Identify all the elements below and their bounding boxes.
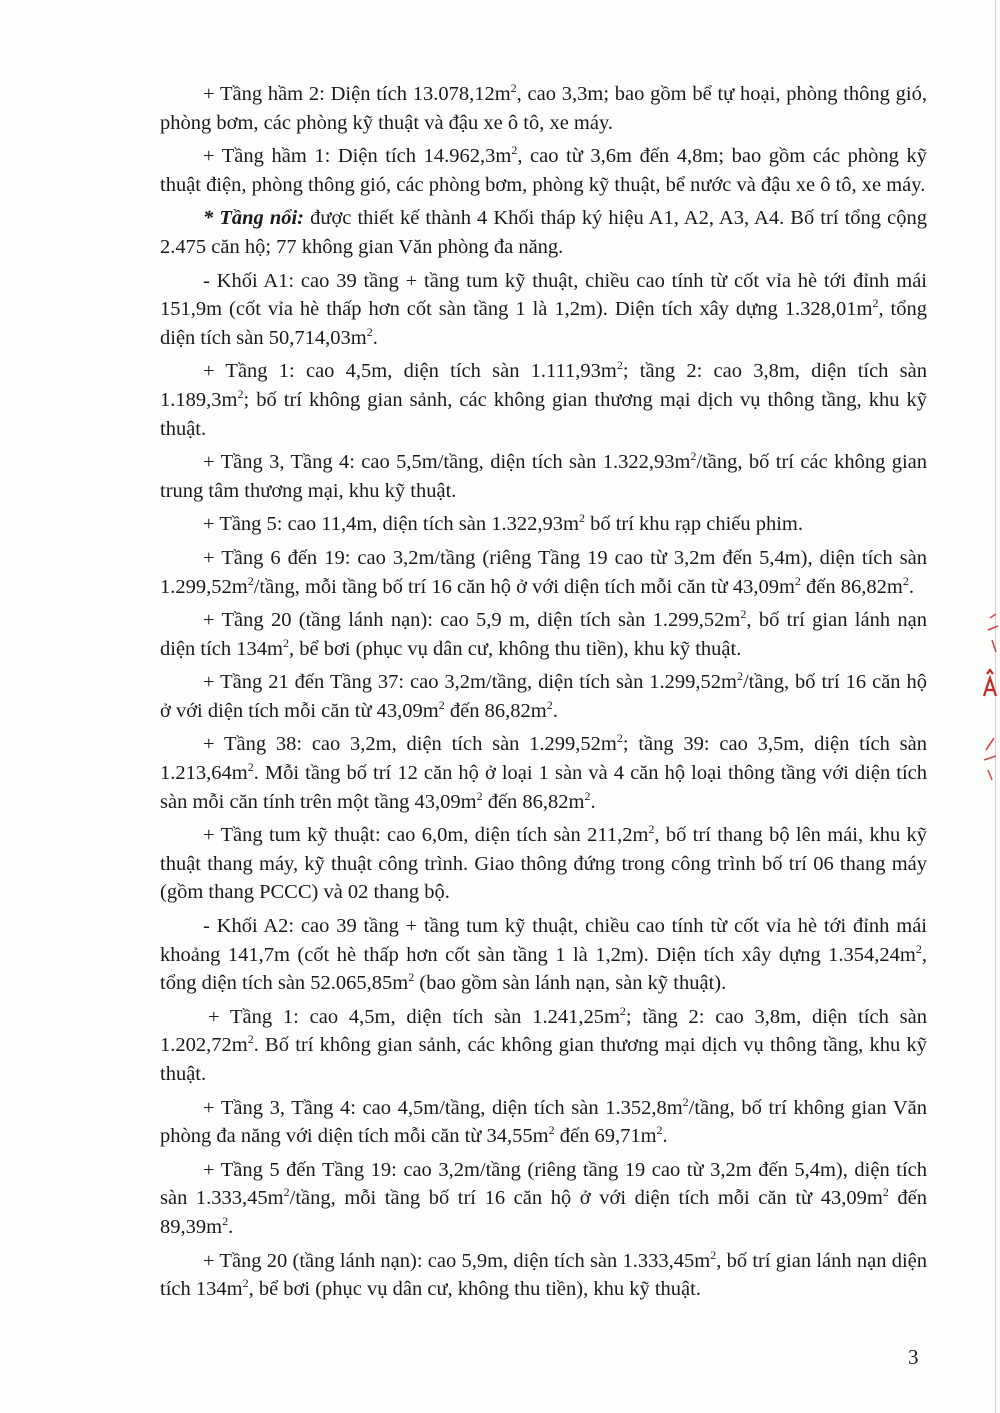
superscript: 2 bbox=[902, 573, 909, 588]
paragraph: + Tầng 1: cao 4,5m, diện tích sàn $1.241,25m^2$; tầng 2: cao 3,8m, diện tích sàn $1.202,72m^2$. Bố trí không gian sảnh, các không gian thương mại dịch vụ thông tầng, khu kỹ thuật. bbox=[160, 1003, 927, 1085]
superscript: 2 bbox=[476, 788, 483, 803]
superscript: 2 bbox=[648, 822, 655, 837]
paragraph: + Tầng tum kỹ thuật: cao 6,0m, diện tích sàn $211,2m^2$, bố trí thang bộ lên mái, khu kỹ thuật thang máy, kỹ thuật công trình. Giao thông đứng trong công trình bố trí 06 thang máy (gồm thang PCCC) và 02 thang bộ. bbox=[160, 822, 928, 904]
superscript: 2 bbox=[616, 731, 623, 746]
document-body bbox=[160, 80, 927, 1309]
superscript: 2 bbox=[511, 143, 518, 158]
paragraph: + Tầng 20 (tầng lánh nạn): cao 5,9 m, diện tích sàn $1.299,52m^2$, bố trí gian lánh nạn diện tích $134m^2$, bể bơi (phục vụ dân cư, không thu tiền), khu kỹ thuật. bbox=[160, 607, 927, 660]
superscript: 2 bbox=[242, 1276, 249, 1291]
superscript: 2 bbox=[915, 941, 922, 956]
superscript: 2 bbox=[740, 607, 747, 622]
paragraph: + Tầng 38: cao 3,2m, diện tích sàn $1.299,52m^2$; tầng 39: cao 3,5m, diện tích sàn $1.213,64m^2$. Mỗi tầng bố trí 12 căn hộ ở loại 1 sàn và 4 căn hộ loại thông tầng với diện tích sàn mỗi căn tính trên một tầng $43,09m^2$ đến $86,82m^2$. bbox=[160, 731, 927, 813]
superscript: 2 bbox=[690, 449, 697, 464]
superscript: 2 bbox=[282, 635, 289, 650]
paragraph: + Tầng 21 đến Tầng 37: cao 3,2m/tầng, diện tích sàn $1.299,52m^2$/tầng, bố trí 16 căn hộ ở với diện tích mỗi căn từ $43,09m^2$ đến $86,82m^2$. bbox=[160, 669, 927, 722]
paragraph: + Tầng hầm 1: Diện tích $14.962,3m^2$, cao từ 3,6m đến 4,8m; bao gồm các phòng kỹ thuật điện, phòng thông gió, các phòng bơm, phòng kỹ thuật, bể nước và đậu xe ô tô, xe máy. bbox=[160, 143, 927, 196]
superscript: 2 bbox=[584, 788, 591, 803]
paragraph: + Tầng 5 đến Tầng 19: cao 3,2m/tầng (riêng tầng 19 cao từ 3,2m đến 5,4m), diện tích sàn $1.333,45m^2$/tầng, mỗi tầng bố trí 16 căn hộ ở với diện tích mỗi căn từ $43,09m^2$ đến $89,39m^2$. bbox=[160, 1158, 928, 1238]
superscript: 2 bbox=[438, 698, 445, 713]
superscript: 2 bbox=[247, 760, 254, 775]
paragraph: + Tầng 3, Tầng 4: cao 4,5m/tầng, diện tích sàn $1.352,8m^2$/tầng, bố trí không gian Văn phòng đa năng với diện tích mỗi căn từ $34,55m^2$ đến $69,71m^2$. bbox=[160, 1094, 927, 1148]
superscript: 2 bbox=[222, 1214, 229, 1229]
superscript: 2 bbox=[283, 1185, 290, 1200]
superscript: 2 bbox=[247, 573, 254, 588]
superscript: 2 bbox=[366, 324, 373, 339]
superscript: 2 bbox=[548, 1123, 555, 1138]
superscript: 2 bbox=[882, 1185, 889, 1200]
superscript: 2 bbox=[510, 81, 517, 96]
superscript: 2 bbox=[408, 970, 415, 985]
superscript: 2 bbox=[578, 511, 585, 526]
page-number: 3 bbox=[908, 1345, 919, 1369]
paragraph: - Khối A1: cao 39 tầng + tầng tum kỹ thuật, chiều cao tính từ cốt vỉa hè tới đỉnh mái 151,9m (cốt vỉa hè thấp hơn cốt sàn tầng 1 là 1,2m). Diện tích xây dựng $1.328,01m^2$, tổng diện tích sàn $50,714,03m^2$. bbox=[160, 269, 927, 349]
superscript: 2 bbox=[736, 669, 743, 684]
paragraph: - Khối A2: cao 39 tầng + tầng tum kỹ thuật, chiều cao tính từ cốt vỉa hè tới đỉnh mái khoảng 141,7m (cốt hè thấp hơn cốt sàn tầng 1 là 1,2m). Diện tích xây dựng $1.354,24m^2$, tổng diện tích sàn $52.065,85m^2$ (bao gồm sàn lánh nạn, sàn kỹ thuật). bbox=[160, 915, 927, 995]
superscript: 2 bbox=[247, 1032, 254, 1047]
paragraph: + Tầng 6 đến 19: cao 3,2m/tầng (riêng Tầng 19 cao từ 3,2m đến 5,4m), diện tích sàn $1.299,52m^2$/tầng, mỗi tầng bố trí 16 căn hộ ở với diện tích mỗi căn từ $43,09m^2$ đến $86,82m^2$. bbox=[160, 546, 927, 598]
superscript: 2 bbox=[237, 387, 244, 402]
superscript: 2 bbox=[546, 698, 553, 713]
superscript: 2 bbox=[682, 1094, 689, 1109]
paragraph: + Tầng 20 (tầng lánh nạn): cao 5,9m, diện tích sàn $1.333,45m^2$, bố trí gian lánh nạn diện tích $134m^2$, bể bơi (phục vụ dân cư, không thu tiền), khu kỹ thuật. bbox=[160, 1247, 927, 1301]
stamp-fragment-icon bbox=[962, 600, 1000, 800]
paragraph: + Tầng 5: cao 11,4m, diện tích sàn $1.322,93m^2$ bố trí khu rạp chiếu phim. bbox=[203, 511, 804, 536]
paragraph: + Tầng 1: cao 4,5m, diện tích sàn $1.111,93m^2$; tầng 2: cao 3,8m, diện tích sàn $1.189,3m^2$; bố trí không gian sảnh, các không gian thương mại dịch vụ thông tầng, khu kỹ thuật. bbox=[160, 358, 927, 440]
superscript: 2 bbox=[619, 1003, 626, 1018]
paragraph: + Tầng 3, Tầng 4: cao 5,5m/tầng, diện tích sàn $1.322,93m^2$/tầng, bố trí các không gian trung tâm thương mại, khu kỹ thuật. bbox=[160, 449, 927, 502]
superscript: 2 bbox=[710, 1247, 717, 1262]
paragraph: + Tầng hầm 2: Diện tích $13.078,12m^2$, cao 3,3m; bao gồm bể tự hoại, phòng thông gió, phòng bơm, các phòng kỹ thuật và đậu xe ô tô, xe máy. bbox=[160, 81, 927, 134]
superscript: 2 bbox=[656, 1123, 663, 1138]
superscript: 2 bbox=[872, 296, 879, 311]
paragraph: * Tầng nổi: được thiết kế thành 4 Khối tháp ký hiệu A1, A2, A3, A4. Bố trí tổng cộng 2.475 căn hộ; 77 không gian Văn phòng đa năng. bbox=[160, 207, 927, 258]
superscript: 2 bbox=[616, 358, 623, 373]
section-lead: * Tầng nổi: bbox=[203, 207, 305, 230]
superscript: 2 bbox=[794, 573, 801, 588]
